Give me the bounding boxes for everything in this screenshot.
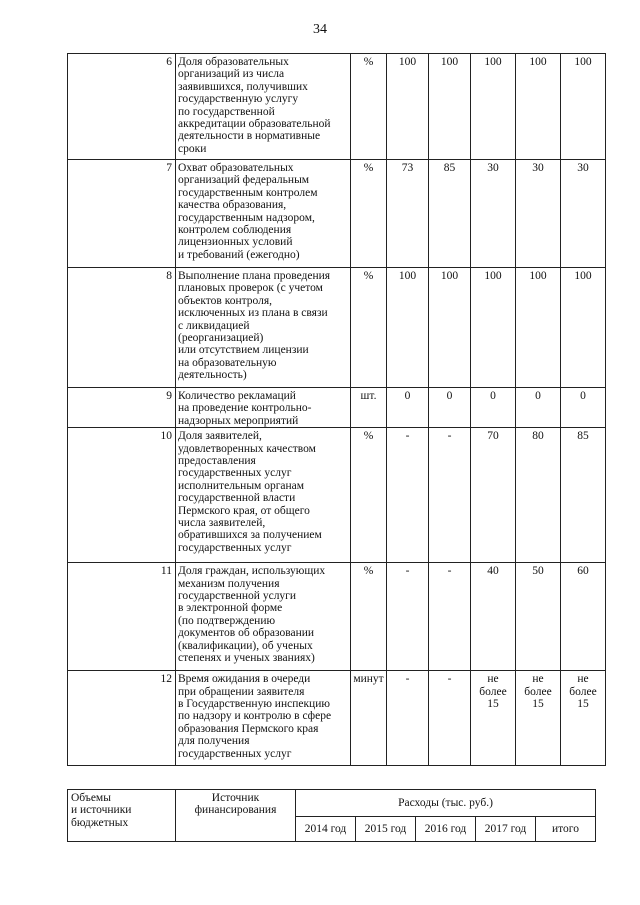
value-cell: 70 xyxy=(471,428,516,563)
value-cell: 80 xyxy=(516,428,561,563)
value-cell: 40 xyxy=(471,563,516,671)
value-cell: 100 xyxy=(516,54,561,160)
value-cell: 30 xyxy=(516,160,561,268)
value-cell: 0 xyxy=(471,388,516,428)
value-cell: - xyxy=(387,563,429,671)
year-2017: 2017 год xyxy=(476,817,536,842)
row-number: 10 xyxy=(68,428,176,563)
finance-volumes-label: Объемы и источники бюджетных xyxy=(68,790,176,842)
value-cell: - xyxy=(387,428,429,563)
unit-cell: минут xyxy=(351,671,387,766)
value-cell: 0 xyxy=(516,388,561,428)
value-cell: - xyxy=(429,563,471,671)
table-row xyxy=(68,563,606,671)
table-row xyxy=(68,671,606,766)
table-row xyxy=(68,428,606,563)
value-cell: 50 xyxy=(516,563,561,671)
value-cell: - xyxy=(429,671,471,766)
table-row xyxy=(68,268,606,388)
value-cell: 100 xyxy=(471,268,516,388)
unit-cell: % xyxy=(351,268,387,388)
row-number: 11 xyxy=(68,563,176,671)
indicator-name: Время ожидания в очереди при обращении заявителя в Государственную инспекцию по надзору и контролю в сфере образования Пермского края для получения государственных услуг xyxy=(176,671,351,766)
row-number: 8 xyxy=(68,268,176,388)
indicators-table xyxy=(67,53,606,766)
unit-cell: % xyxy=(351,160,387,268)
value-cell: 100 xyxy=(561,54,606,160)
value-cell: 30 xyxy=(561,160,606,268)
indicator-name: Доля заявителей, удовлетворенных качеством предоставления государственных услуг исполнительным органам государственной власти Пермского края, от общего числа заявителей, обратившихся за получением государственных услуг xyxy=(176,428,351,563)
indicator-name: Доля граждан, использующих механизм получения государственной услуги в электронной форме (по подтверждению документов об образовании (квалификации), об ученых степенях и ученых званиях) xyxy=(176,563,351,671)
value-cell: 100 xyxy=(471,54,516,160)
value-cell: 0 xyxy=(561,388,606,428)
value-cell: 100 xyxy=(387,54,429,160)
value-cell: 73 xyxy=(387,160,429,268)
indicator-name: Доля образовательных организаций из числа заявившихся, получивших государственную услугу по государственной аккредитации образовательной деятельности в нормативные сроки xyxy=(176,54,351,160)
value-cell: не более 15 xyxy=(561,671,606,766)
value-cell: 100 xyxy=(429,54,471,160)
value-cell: 100 xyxy=(429,268,471,388)
year-2015: 2015 год xyxy=(356,817,416,842)
value-cell: 30 xyxy=(471,160,516,268)
indicator-name: Количество рекламаций на проведение контрольно- надзорных мероприятий xyxy=(176,388,351,428)
unit-cell: % xyxy=(351,54,387,160)
unit-cell: % xyxy=(351,563,387,671)
row-number: 6 xyxy=(68,54,176,160)
row-number: 12 xyxy=(68,671,176,766)
year-2014: 2014 год xyxy=(296,817,356,842)
value-cell: - xyxy=(429,428,471,563)
value-cell: 60 xyxy=(561,563,606,671)
total-label: итого xyxy=(536,817,596,842)
value-cell: 0 xyxy=(387,388,429,428)
value-cell: 0 xyxy=(429,388,471,428)
value-cell: - xyxy=(387,671,429,766)
value-cell: 85 xyxy=(429,160,471,268)
value-cell: 100 xyxy=(516,268,561,388)
row-number: 9 xyxy=(68,388,176,428)
finance-source-label: Источник финансирования xyxy=(176,790,296,842)
expenses-header: Расходы (тыс. руб.) xyxy=(296,790,596,817)
row-number: 7 xyxy=(68,160,176,268)
table-row xyxy=(68,160,606,268)
unit-cell: шт. xyxy=(351,388,387,428)
indicator-name: Охват образовательных организаций федеральным государственным контролем качества образования, государственным надзором, контролем соблюдения лицензионных условий и требований (ежегодно) xyxy=(176,160,351,268)
year-2016: 2016 год xyxy=(416,817,476,842)
value-cell: 100 xyxy=(561,268,606,388)
value-cell: не более 15 xyxy=(516,671,561,766)
value-cell: не более 15 xyxy=(471,671,516,766)
table-row xyxy=(68,54,606,160)
value-cell: 85 xyxy=(561,428,606,563)
finance-table xyxy=(67,789,596,842)
value-cell: 100 xyxy=(387,268,429,388)
page-number: 34 xyxy=(313,22,327,37)
unit-cell: % xyxy=(351,428,387,563)
table-row xyxy=(68,388,606,428)
indicator-name: Выполнение плана проведения плановых проверок (с учетом объектов контроля, исключенных из плана в связи с ликвидацией (реорганизацией) или отсутствием лицензии на образовательную деятельность) xyxy=(176,268,351,388)
